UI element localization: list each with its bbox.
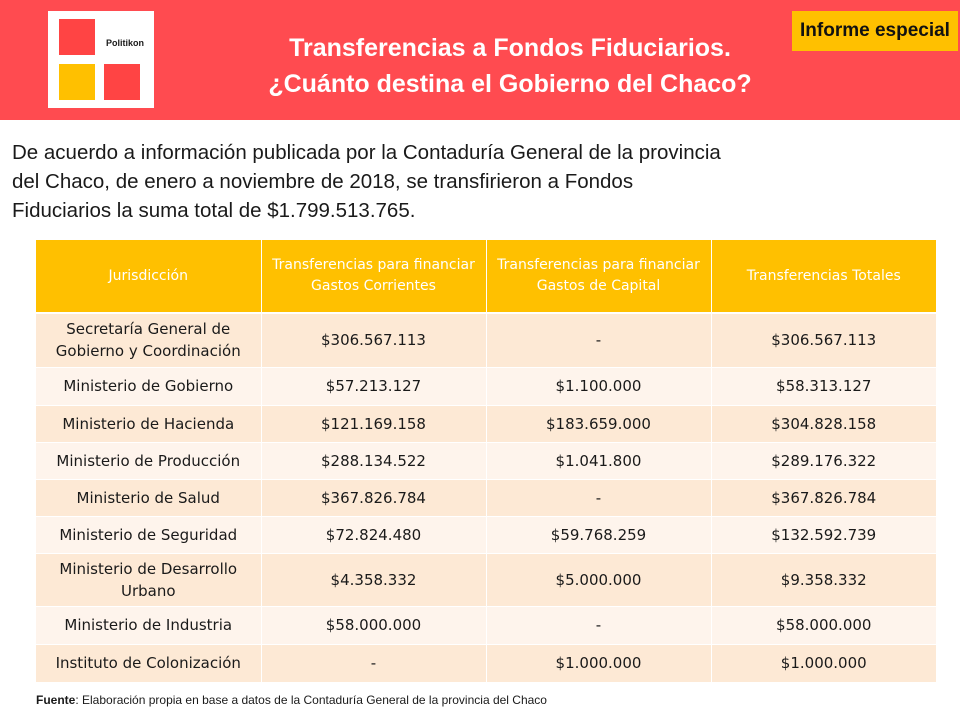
cell-total: $58.000.000 xyxy=(711,606,936,644)
cell-gastos-capital: - xyxy=(486,313,711,367)
table-header-row xyxy=(36,240,936,313)
cell-gastos-capital: $183.659.000 xyxy=(486,405,711,442)
intro-paragraph: De acuerdo a información publicada por la Contaduría General de la provincia del Chaco, de enero a noviembre de 2018, se transfirieron a Fondos Fiduciarios la suma total de $1.799.513.765. xyxy=(12,141,721,222)
source-note xyxy=(36,693,547,707)
cell-gastos-capital: $1.000.000 xyxy=(486,644,711,682)
source-label: Fuente xyxy=(36,693,76,707)
header-banner xyxy=(0,0,960,120)
cell-jurisdiccion: Instituto de Colonización xyxy=(36,644,261,682)
cell-total: $132.592.739 xyxy=(711,516,936,553)
transfers-table xyxy=(36,240,936,683)
cell-total: $289.176.322 xyxy=(711,442,936,479)
column-header-gastos-corrientes: Transferencias para financiar Gastos Corrientes xyxy=(261,240,486,313)
logo-text: Politikon xyxy=(106,38,144,48)
cell-gastos-corrientes: $57.213.127 xyxy=(261,367,486,405)
cell-jurisdiccion: Ministerio de Salud xyxy=(36,479,261,516)
source-text: : Elaboración propia en base a datos de la Contaduría General de la provincia del Chaco xyxy=(75,693,547,707)
table-row xyxy=(36,405,936,442)
cell-gastos-corrientes: $367.826.784 xyxy=(261,479,486,516)
cell-gastos-corrientes: $121.169.158 xyxy=(261,405,486,442)
cell-gastos-corrientes: - xyxy=(261,644,486,682)
table-row xyxy=(36,606,936,644)
cell-total: $58.313.127 xyxy=(711,367,936,405)
report-badge: Informe especial xyxy=(792,11,958,51)
cell-total: $9.358.332 xyxy=(711,553,936,606)
table-row xyxy=(36,644,936,682)
cell-jurisdiccion: Ministerio de Hacienda xyxy=(36,405,261,442)
table-row xyxy=(36,367,936,405)
cell-gastos-capital: - xyxy=(486,479,711,516)
cell-gastos-capital: $1.041.800 xyxy=(486,442,711,479)
table-row xyxy=(36,479,936,516)
cell-gastos-corrientes: $288.134.522 xyxy=(261,442,486,479)
cell-jurisdiccion: Ministerio de Desarrollo Urbano xyxy=(36,553,261,606)
cell-total: $306.567.113 xyxy=(711,313,936,367)
column-header-totales: Transferencias Totales xyxy=(711,240,936,313)
cell-gastos-capital: $1.100.000 xyxy=(486,367,711,405)
cell-gastos-corrientes: $58.000.000 xyxy=(261,606,486,644)
cell-gastos-capital: $5.000.000 xyxy=(486,553,711,606)
logo-red-square-icon xyxy=(59,19,95,55)
column-header-jurisdiccion: Jurisdicción xyxy=(36,240,261,313)
table-row xyxy=(36,442,936,479)
page-title xyxy=(180,30,840,102)
logo-yellow-square-icon xyxy=(59,64,95,100)
politikon-logo xyxy=(48,11,154,108)
cell-gastos-corrientes: $72.824.480 xyxy=(261,516,486,553)
cell-gastos-capital: - xyxy=(486,606,711,644)
title-line-2: ¿Cuánto destina el Gobierno del Chaco? xyxy=(268,70,752,98)
table-row xyxy=(36,313,936,367)
cell-jurisdiccion: Ministerio de Seguridad xyxy=(36,516,261,553)
cell-gastos-corrientes: $306.567.113 xyxy=(261,313,486,367)
cell-gastos-capital: $59.768.259 xyxy=(486,516,711,553)
cell-total: $1.000.000 xyxy=(711,644,936,682)
cell-gastos-corrientes: $4.358.332 xyxy=(261,553,486,606)
cell-jurisdiccion: Ministerio de Gobierno xyxy=(36,367,261,405)
table-row xyxy=(36,516,936,553)
cell-jurisdiccion: Ministerio de Industria xyxy=(36,606,261,644)
cell-jurisdiccion: Secretaría General de Gobierno y Coordinación xyxy=(36,313,261,367)
title-line-1: Transferencias a Fondos Fiduciarios. xyxy=(289,34,731,62)
table-row xyxy=(36,553,936,606)
cell-total: $367.826.784 xyxy=(711,479,936,516)
cell-jurisdiccion: Ministerio de Producción xyxy=(36,442,261,479)
logo-red-square-icon xyxy=(104,64,140,100)
column-header-gastos-capital: Transferencias para financiar Gastos de Capital xyxy=(486,240,711,313)
cell-total: $304.828.158 xyxy=(711,405,936,442)
